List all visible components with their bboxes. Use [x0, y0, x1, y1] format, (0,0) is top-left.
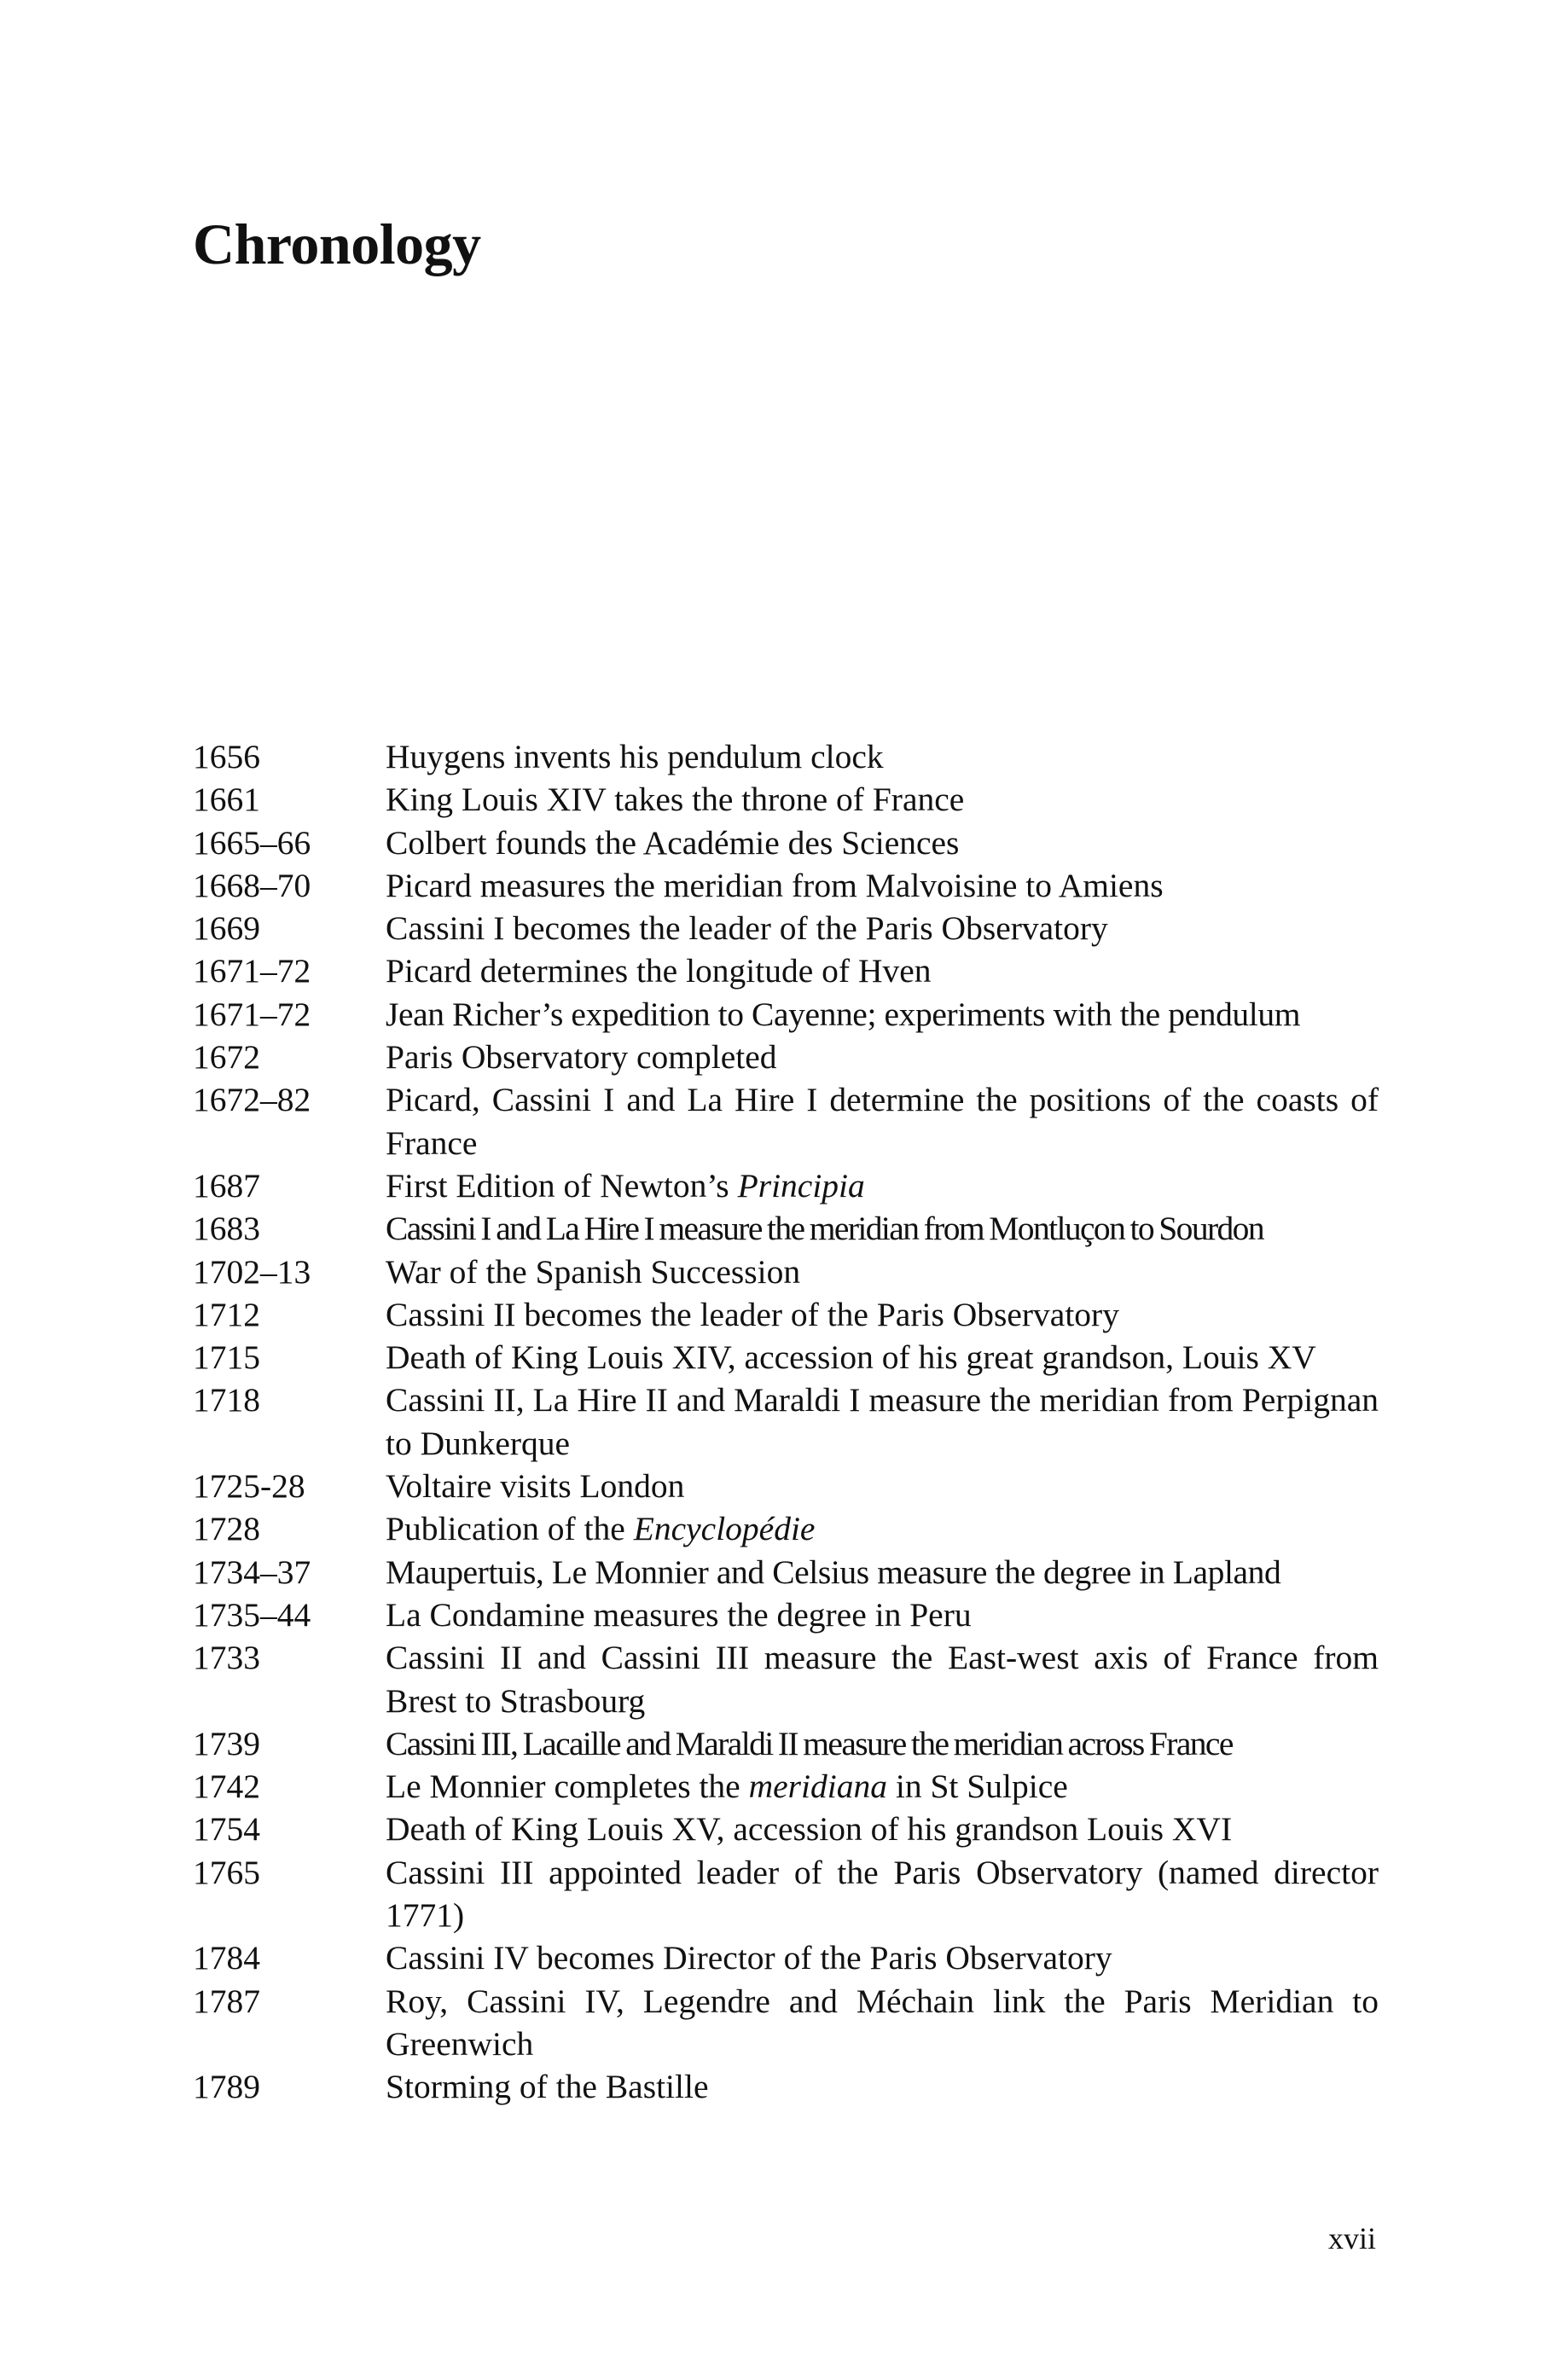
chronology-entry	[193, 1293, 1379, 1336]
entry-event: Roy, Cassini IV, Legendre and Méchain link the Paris Meridian to Greenwich	[386, 1982, 1379, 2063]
chronology-entry	[193, 1980, 1379, 2066]
entry-event: La Condamine measures the degree in Peru	[386, 1595, 972, 1634]
entry-year: 1739	[193, 1724, 260, 1762]
entry-year: 1668–70	[193, 866, 311, 904]
chronology-entry	[193, 907, 1379, 949]
chronology-entry	[193, 735, 1379, 778]
entry-event: Colbert founds the Académie des Sciences	[386, 823, 960, 862]
page-number: xvii	[1327, 2221, 1376, 2255]
chronology-entry	[193, 1808, 1379, 1850]
entry-event: Cassini II, La Hire II and Maraldi I measure the meridian from Perpignan to Dunkerque	[386, 1381, 1379, 1462]
chronology-entry	[193, 1078, 1379, 1164]
entry-year: 1733	[193, 1639, 260, 1677]
chronology-entry	[193, 821, 1379, 864]
entry-year: 1702–13	[193, 1252, 311, 1291]
chronology-entry	[193, 1207, 1379, 1250]
entry-event: Paris Observatory completed	[386, 1038, 777, 1077]
chronology-entry	[193, 949, 1379, 992]
entry-year: 1683	[193, 1210, 260, 1248]
chronology-entry	[193, 993, 1379, 1036]
entry-event: Cassini III appointed leader of the Paris Observatory (named director 1771)	[386, 1853, 1379, 1935]
chronology-entry	[193, 1036, 1379, 1078]
chronology-entry	[193, 1465, 1379, 1507]
chronology-entry	[193, 1164, 1379, 1207]
entry-year: 1734–37	[193, 1553, 311, 1591]
entry-event: Picard measures the meridian from Malvoisine to Amiens	[386, 866, 1164, 904]
chronology-entry	[193, 1936, 1379, 1979]
entry-event: Cassini II and Cassini III measure the East-west axis of France from Brest to Strasbourg	[386, 1639, 1379, 1720]
chronology-entry	[193, 1851, 1379, 1937]
entry-event: Cassini I and La Hire I measure the meridian from Montluçon to Sourdon	[386, 1210, 1263, 1248]
entry-event: Cassini III, Lacaille and Maraldi II measure the meridian across France	[386, 1724, 1233, 1762]
entry-event: Cassini IV becomes Director of the Paris Observatory	[386, 1939, 1112, 1977]
entry-event: Picard determines the longitude of Hven	[386, 952, 932, 990]
entry-event: Huygens invents his pendulum clock	[386, 738, 884, 775]
entry-year: 1669	[193, 909, 260, 948]
event-text: Publication of the	[386, 1510, 634, 1548]
entry-event	[386, 1164, 1379, 1207]
entry-year: 1735–44	[193, 1595, 311, 1634]
entry-event: Voltaire visits London	[386, 1467, 685, 1506]
chronology-entry	[193, 1251, 1379, 1293]
chronology-entry	[193, 1507, 1379, 1550]
entry-event: Cassini II becomes the leader of the Paris Observatory	[386, 1295, 1119, 1333]
entry-year: 1742	[193, 1768, 260, 1806]
book-title: Encyclopédie	[633, 1510, 816, 1548]
entry-event: War of the Spanish Succession	[386, 1252, 801, 1291]
entry-year: 1718	[193, 1381, 260, 1419]
chronology-entry	[193, 1593, 1379, 1636]
entry-year: 1784	[193, 1939, 260, 1977]
chronology-entry	[193, 1765, 1379, 1808]
entry-year: 1715	[193, 1338, 260, 1377]
entry-year: 1671–72	[193, 952, 311, 990]
entry-year: 1754	[193, 1810, 260, 1849]
entry-event	[386, 1507, 1379, 1550]
entry-year: 1712	[193, 1295, 260, 1333]
entry-year: 1728	[193, 1510, 260, 1548]
entry-year: 1661	[193, 781, 260, 819]
event-text: in St Sulpice	[886, 1768, 1068, 1806]
entry-event: Picard, Cassini I and La Hire I determine the positions of the coasts of France	[386, 1081, 1379, 1162]
entry-year: 1656	[193, 738, 260, 775]
entry-event: Jean Richer’s expedition to Cayenne; experiments with the pendulum	[386, 995, 1301, 1033]
entry-event: Cassini I becomes the leader of the Paris Observatory	[386, 909, 1108, 948]
emphasized-term: meridiana	[748, 1768, 887, 1806]
entry-event: Maupertuis, Le Monnier and Celsius measure the degree in Lapland	[386, 1553, 1281, 1591]
entry-event	[386, 1765, 1379, 1808]
entry-year: 1789	[193, 2068, 260, 2106]
entry-year: 1665–66	[193, 823, 311, 862]
book-title: Principia	[737, 1166, 865, 1205]
chronology-entry	[193, 2065, 1379, 2108]
event-text: Le Monnier completes the	[386, 1768, 749, 1806]
entry-year: 1671–72	[193, 995, 311, 1033]
event-text: First Edition of Newton’s	[386, 1166, 738, 1205]
entry-year: 1672–82	[193, 1081, 311, 1119]
chronology-entry	[193, 1636, 1379, 1722]
chronology-entry	[193, 864, 1379, 907]
chronology-entry	[193, 1722, 1379, 1765]
chronology-entry	[193, 1551, 1379, 1593]
entry-event: King Louis XIV takes the throne of France	[386, 781, 965, 819]
entry-year: 1672	[193, 1038, 260, 1077]
entry-event: Death of King Louis XV, accession of his grandson Louis XVI	[386, 1810, 1233, 1849]
entry-event: Death of King Louis XIV, accession of his great grandson, Louis XV	[386, 1338, 1316, 1377]
chronology-entry	[193, 1379, 1379, 1465]
entry-year: 1787	[193, 1982, 260, 2020]
chronology-entry	[193, 778, 1379, 821]
entry-event: Storming of the Bastille	[386, 2068, 709, 2106]
entry-year: 1765	[193, 1853, 260, 1891]
entry-year: 1687	[193, 1166, 260, 1205]
chronology-list	[193, 735, 1379, 2109]
chronology-entry	[193, 1336, 1379, 1379]
entry-year: 1725-28	[193, 1467, 305, 1506]
page-title: Chronology	[193, 212, 481, 276]
